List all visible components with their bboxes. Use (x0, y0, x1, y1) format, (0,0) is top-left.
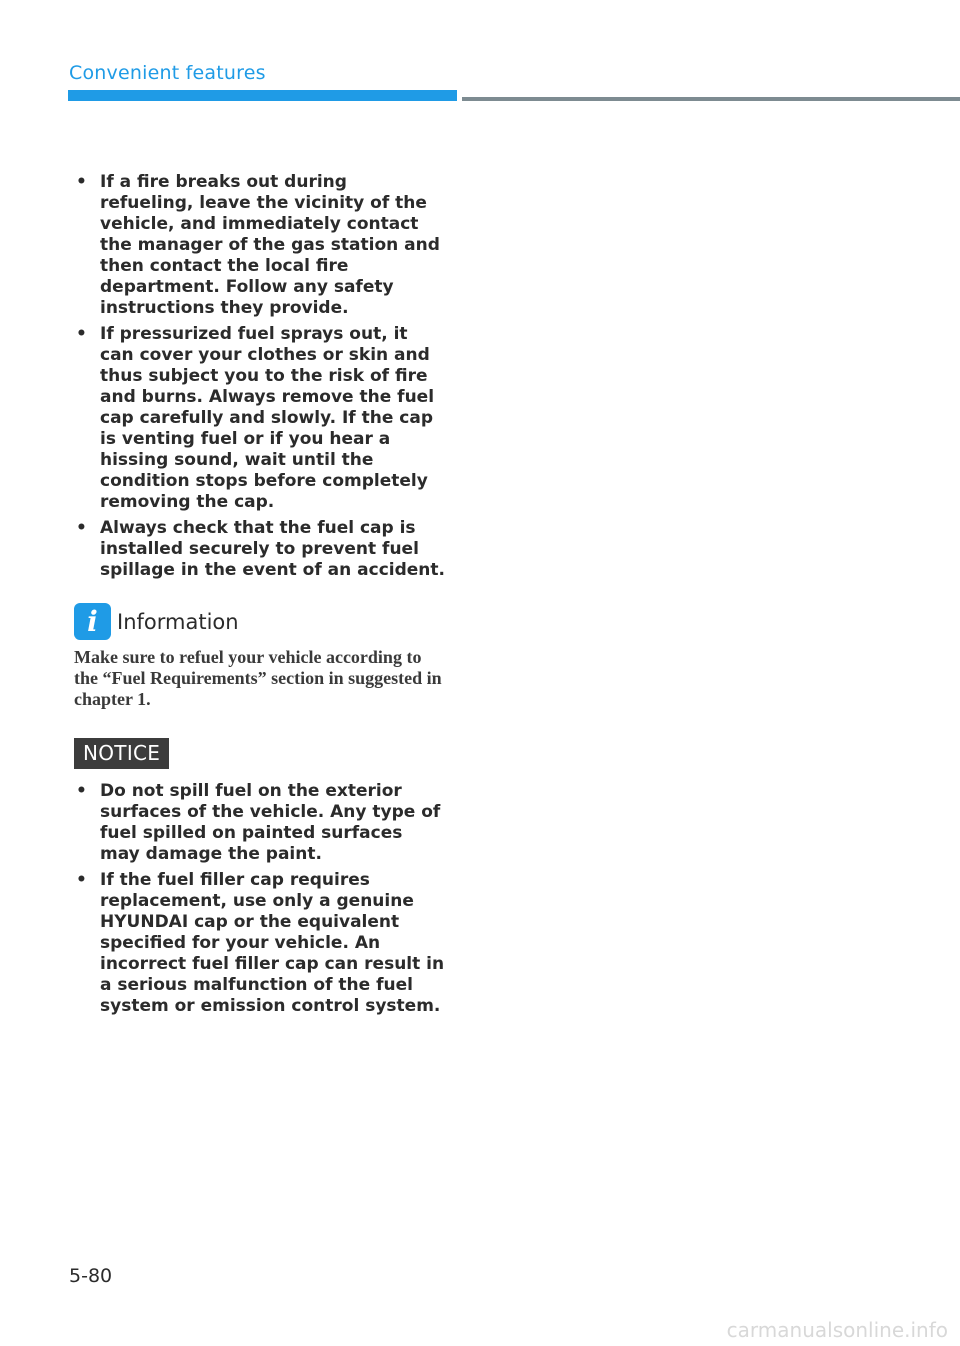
content-column (74, 172, 446, 1022)
warning-item: • If pressurized fuel sprays out, it can cover your clothes or skin and thus subject you to the risk of fire and burns. Always remove the fuel cap carefully and slowly. If the cap is venting fuel or if you hear a hissing sound, wait until the condition stops before completely removing the cap. (76, 324, 435, 512)
header-accent-bar (68, 90, 457, 101)
warning-item: • Always check that the fuel cap is installed securely to prevent fuel spillage in the event of an accident. (76, 518, 445, 580)
notice-item: • If the fuel filler cap requires replacement, use only a genuine HYUNDAI cap or the equivalent specified for your vehicle. An incorrect fuel filler cap can result in a serious malfunction of the fuel system or emission control system. (76, 870, 445, 1016)
watermark: carmanualsonline.info (726, 1318, 948, 1342)
bullet-icon: • (76, 518, 87, 538)
information-heading (74, 603, 446, 640)
page-number: 5-80 (69, 1265, 113, 1287)
notice-label: NOTICE (74, 738, 169, 769)
info-icon: i (74, 603, 111, 640)
information-text: Make sure to refuel your vehicle according to the “Fuel Requirements” section in suggested in chapter 1. (74, 647, 442, 709)
notice-list (74, 781, 446, 1017)
bullet-icon: • (76, 781, 87, 801)
information-title: Information (117, 609, 239, 634)
notice-item: • Do not spill fuel on the exterior surfaces of the vehicle. Any type of fuel spilled on painted surfaces may damage the paint. (76, 781, 441, 864)
warning-list (74, 172, 446, 581)
bullet-icon: • (76, 870, 87, 890)
section-title: Convenient features (69, 62, 266, 84)
bullet-icon: • (76, 324, 87, 344)
header-rule (462, 97, 960, 101)
warning-item: • If a fire breaks out during refueling, leave the vicinity of the vehicle, and immediately contact the manager of the gas station and then contact the local fire department. Follow any safety instructions they provide. (76, 172, 440, 318)
bullet-icon: • (76, 172, 87, 192)
